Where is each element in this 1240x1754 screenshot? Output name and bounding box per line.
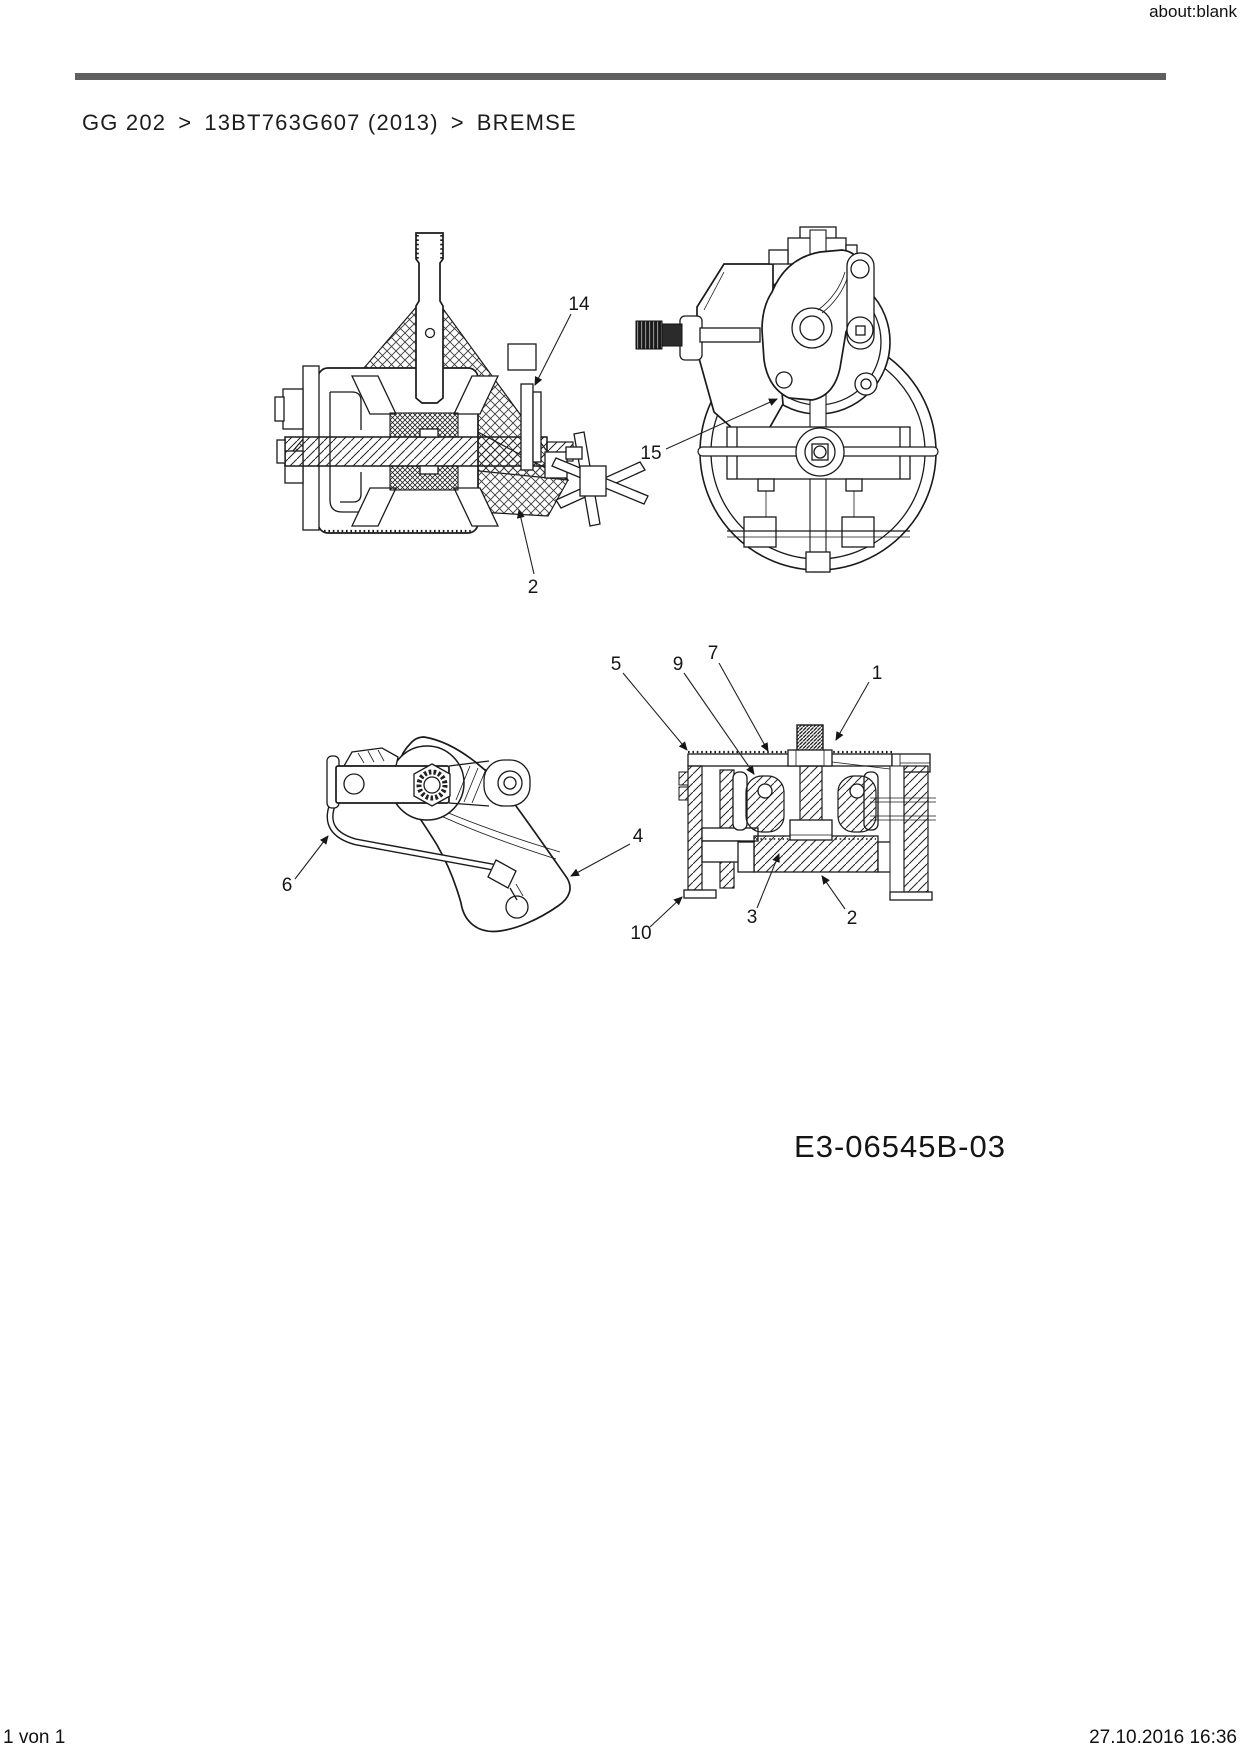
drawing-number: E3-06545B-03 [794, 1129, 1006, 1164]
diagram-brake-lever [282, 737, 644, 931]
svg-text:2: 2 [527, 577, 539, 598]
callout-4 [571, 826, 644, 876]
callout-2-top [519, 510, 538, 598]
page-url-header: about:blank [1149, 2, 1237, 21]
breadcrumb-item-type: 13BT763G607 (2013) [204, 110, 439, 135]
breadcrumb-separator: > [450, 110, 465, 135]
svg-text:10: 10 [630, 923, 652, 944]
print-timestamp: 27.10.2016 16:36 [1089, 1727, 1237, 1748]
diagram-brake-section [611, 643, 936, 944]
svg-text:9: 9 [672, 654, 684, 675]
callout-7 [708, 643, 768, 751]
svg-text:15: 15 [640, 443, 662, 464]
threaded-shaft-end [636, 321, 662, 349]
axle-shaft [285, 437, 547, 466]
page-count: 1 von 1 [3, 1727, 66, 1748]
breadcrumb-item-assembly: BREMSE [476, 110, 577, 135]
diagram-transaxle-side [636, 227, 938, 572]
svg-text:7: 7 [707, 643, 719, 664]
svg-text:2: 2 [846, 908, 858, 929]
callout-14 [535, 294, 590, 385]
callout-6 [282, 836, 328, 896]
input-shaft [416, 233, 443, 403]
callout-1 [836, 663, 882, 740]
diagram-gearbox-section [275, 233, 648, 598]
svg-text:1: 1 [871, 663, 883, 684]
callout-2-bottom [822, 876, 857, 929]
callout-10 [630, 897, 682, 944]
svg-text:4: 4 [632, 826, 644, 847]
breadcrumb-separator: > [178, 110, 193, 135]
svg-text:3: 3 [746, 907, 758, 928]
svg-text:14: 14 [568, 294, 590, 315]
breadcrumb-item-model: GG 202 [82, 110, 167, 135]
svg-text:6: 6 [281, 875, 293, 896]
svg-text:5: 5 [610, 654, 622, 675]
